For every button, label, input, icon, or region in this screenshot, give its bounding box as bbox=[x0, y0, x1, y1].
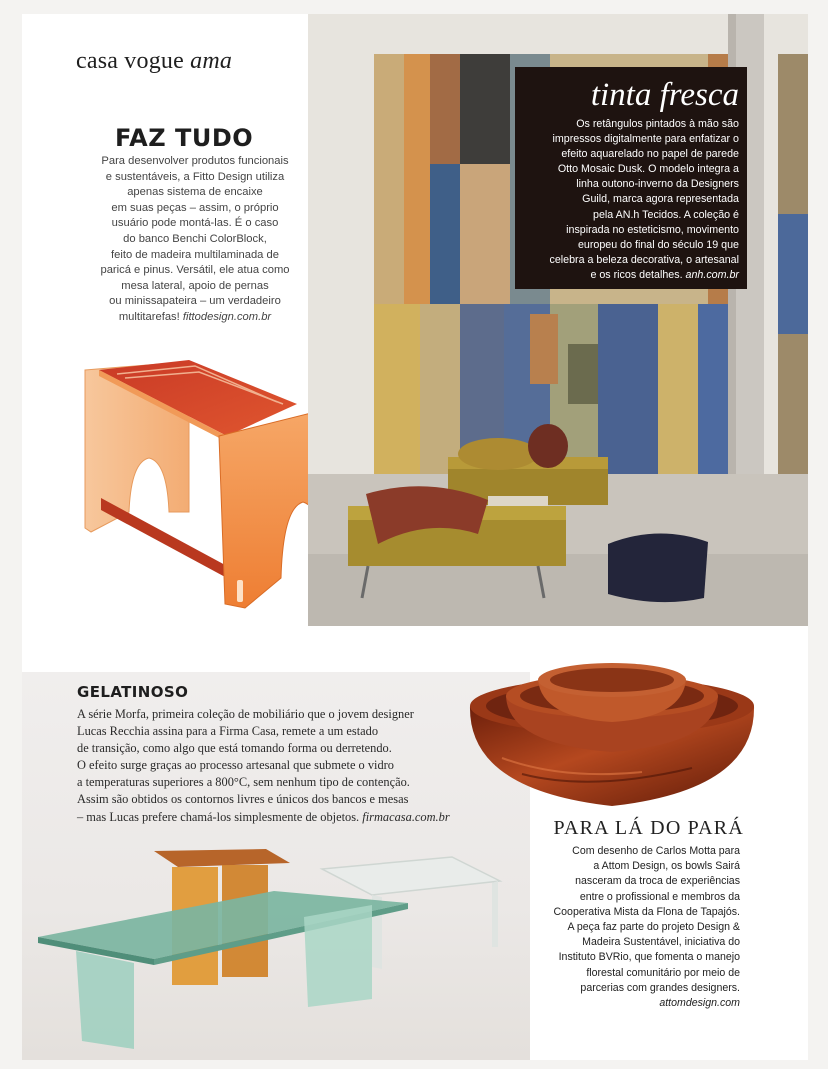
tinta-line: impressos digitalmente para enfatizar o bbox=[552, 133, 739, 146]
tinta-line: Os retângulos pintados à mão são bbox=[576, 118, 739, 130]
wood-bowl-image bbox=[442, 640, 782, 812]
para-line: A peça faz parte do projeto Design & bbox=[567, 921, 740, 934]
para-la-title: PARA LÁ DO PARÁ bbox=[553, 817, 744, 839]
faz-line: do banco Benchi ColorBlock, bbox=[123, 232, 267, 245]
tinta-link[interactable]: anh.com.br bbox=[685, 268, 739, 281]
tinta-line: linha outono-inverno da Designers bbox=[576, 178, 739, 191]
tinta-line: Guild, marca agora representada bbox=[582, 193, 739, 206]
tinta-line: Otto Mosaic Dusk. O modelo integra a bbox=[557, 163, 739, 176]
para-line: Madeira Sustentável, iniciativa do bbox=[582, 936, 740, 949]
gelatinoso-title: GELATINOSO bbox=[77, 683, 189, 701]
para-line: nasceram da troca de experiências bbox=[575, 875, 740, 888]
faz-line: paricá e pinus. Versátil, ele atua como bbox=[100, 264, 290, 277]
tinta-line: pela AN.h Tecidos. A coleção é bbox=[593, 208, 739, 221]
tinta-line: inspirada no esteticismo, movimento bbox=[566, 223, 739, 236]
para-line: parcerias com grandes designers. bbox=[580, 981, 740, 994]
gel-line: O efeito surge graças ao processo artesanal que submete o vidro bbox=[77, 758, 394, 773]
faz-line: e sustentáveis, a Fitto Design utiliza bbox=[105, 170, 285, 183]
faz-line: feito de madeira multilaminada de bbox=[111, 248, 279, 261]
faz-line: ou minissapateira – um verdadeiro bbox=[109, 295, 281, 308]
tinta-line: celebra a beleza decorativa, o artesanal bbox=[549, 253, 739, 266]
para-line: Com desenho de Carlos Motta para bbox=[572, 845, 740, 857]
faz-line: em suas peças – assim, o próprio bbox=[111, 201, 279, 214]
para-line: Instituto BVRio, que fomenta o manejo bbox=[558, 951, 740, 964]
tinta-line-last bbox=[523, 268, 739, 283]
tinta-line: efeito aquarelado no papel de parede bbox=[561, 148, 739, 161]
stool-image bbox=[77, 342, 347, 612]
tinta-fresca-body bbox=[523, 117, 739, 283]
tinta-last-text: e os ricos detalhes. bbox=[590, 268, 683, 281]
faz-line: mesa lateral, apoio de pernas bbox=[121, 279, 269, 292]
tinta-line: europeu do final do século 19 que bbox=[577, 238, 739, 251]
faz-line: Para desenvolver produtos funcionais bbox=[101, 155, 289, 167]
para-link[interactable]: attomdesign.com bbox=[659, 997, 740, 1010]
gel-line: de transição, como algo que está tomando forma ou derretendo. bbox=[77, 741, 392, 756]
para-line: florestal comunitário por meio de bbox=[586, 966, 740, 979]
tinta-fresca-box bbox=[515, 67, 747, 289]
faz-tudo-body bbox=[84, 154, 306, 326]
faz-line: apenas sistema de encaixe bbox=[127, 186, 263, 199]
para-la-body bbox=[532, 844, 740, 1011]
gel-line: a temperaturas superiores a 800°C, sem nenhum tipo de contenção. bbox=[77, 775, 410, 790]
header-section: ama bbox=[190, 48, 233, 74]
para-line: entre o profissional e membros da bbox=[579, 890, 740, 903]
gel-last-text: – mas Lucas prefere chamá-los simplesmente de objetos. bbox=[77, 809, 360, 824]
faz-line-last bbox=[84, 310, 306, 326]
tinta-fresca-title: tinta fresca bbox=[590, 77, 739, 113]
magazine-page bbox=[22, 14, 808, 1060]
header-brand: casa vogue bbox=[76, 48, 184, 74]
gel-line: Assim são obtidos os contornos livres e únicos dos bancos e mesas bbox=[77, 792, 409, 807]
faz-line: usuário pode montá-las. É o caso bbox=[111, 217, 279, 230]
gel-line: A série Morfa, primeira coleção de mobiliário que o jovem designer bbox=[77, 707, 414, 721]
faz-link[interactable]: fittodesign.com.br bbox=[182, 310, 272, 323]
faz-tudo-title: FAZ TUDO bbox=[115, 124, 254, 152]
para-line: Cooperativa Mista da Flona de Tapajós. bbox=[553, 905, 740, 918]
glass-tables-image bbox=[22, 829, 530, 1060]
faz-last-text: multitarefas! bbox=[118, 310, 180, 323]
gel-link[interactable]: firmacasa.com.br bbox=[362, 809, 450, 824]
section-header bbox=[76, 48, 232, 75]
para-line: a Attom Design, os bowls Sairá bbox=[593, 860, 740, 873]
gel-line: Lucas Recchia assina para a Firma Casa, remete a um estado bbox=[77, 724, 379, 739]
